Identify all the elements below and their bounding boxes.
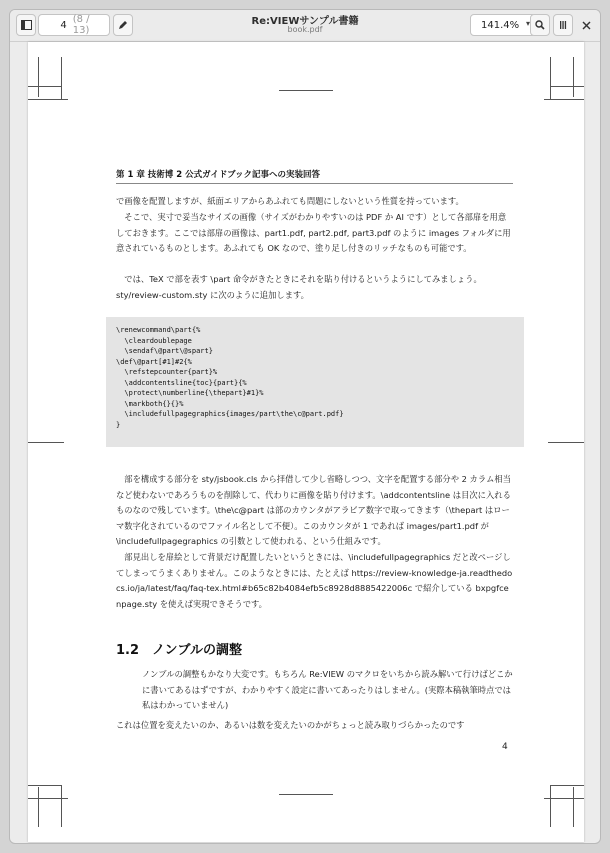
crop-mark bbox=[28, 798, 68, 799]
crop-mark bbox=[61, 785, 62, 827]
crop-mark bbox=[544, 99, 584, 100]
sidebar-toggle-button[interactable] bbox=[16, 14, 36, 36]
crop-mark bbox=[573, 787, 574, 827]
crop-mark bbox=[279, 794, 333, 795]
crop-mark bbox=[28, 86, 61, 87]
pencil-icon bbox=[118, 20, 128, 30]
crop-mark bbox=[28, 442, 64, 443]
quote-block: ノンブルの調整もかなり大変です。もちろん Re:VIEW のマクロをいちから読み解いて行けばどこかに書いてあるはずですが、わかりやすく設定に書いてあったりはしません。(実際本稿執筆時点では私はわかっていません) bbox=[142, 669, 513, 710]
paragraph-1: で画像を配置しますが、紙面エリアからあふれても問題にしないという性質を持っています。 bbox=[116, 196, 464, 206]
crop-mark bbox=[279, 90, 333, 91]
paragraph-5: 部見出しを扉絵として背景だけ配置したいというときには、\includefullpagegraphics だと改ページしてしまってうまくありません。このようなときには、たとえば https://review-knowledge-ja.readthedocs.io/ja/latest/faq/faq-tex.html#b65c82b4084efb5c8928d8885422006c で紹介している bxpgfcenpage.sty を使えば実現できそうです。 bbox=[116, 552, 513, 609]
close-icon bbox=[582, 21, 591, 30]
zoom-level: 141.4% bbox=[481, 19, 520, 31]
crop-mark bbox=[28, 785, 61, 786]
close-button[interactable] bbox=[576, 14, 596, 36]
crop-mark bbox=[38, 57, 39, 97]
crop-mark bbox=[38, 787, 39, 827]
page-count: (8 / 13) bbox=[72, 14, 90, 36]
crop-mark bbox=[61, 57, 62, 99]
crop-mark bbox=[573, 57, 574, 97]
crop-mark bbox=[550, 57, 551, 99]
annotate-button[interactable] bbox=[113, 14, 133, 36]
crop-mark bbox=[548, 442, 584, 443]
current-page[interactable]: 4 bbox=[60, 19, 67, 31]
pdf-page bbox=[28, 42, 584, 842]
crop-mark bbox=[28, 99, 68, 100]
sidebar-toggle-icon bbox=[21, 20, 32, 30]
menu-icon bbox=[558, 20, 568, 30]
crop-mark bbox=[551, 785, 584, 786]
crop-mark bbox=[550, 785, 551, 827]
section-heading: 1.2 ノンブルの調整 bbox=[116, 643, 242, 658]
paragraph-4: 部を構成する部分を sty/jsbook.cls から拝借して少し省略しつつ、文字を配置する部分や 2 カラム相当など使わないであろうものを削除して、代わりに画像を貼り付けます。\addcontentsline は目次に入れるものなので残しています。\the\c@part は部のカウンタがアラビア数字で取ってきます（\thepart はローマ数字化されているのでファイル名として不便）。このカウンタが 1 であれば images/part1.pdf が \includefullpagegraphics の引数として使われる、という仕組みです。 bbox=[116, 474, 511, 546]
search-button[interactable] bbox=[530, 14, 550, 36]
zoom-select[interactable] bbox=[470, 14, 536, 36]
window-title: Re:VIEWサンプル書籍 bbox=[251, 16, 359, 27]
paragraph-3: では、TeX で部を表す \part 命令がきたときにそれを貼り付けるというようにしてみましょう。sty/review-custom.sty に次のように追加します。 bbox=[116, 274, 482, 300]
paragraph-2: そこで、実寸で妥当なサイズの画像（サイズがわかりやすいのは PDF か AI です）として各部扉を用意しておきます。ここでは部扉の画像は、part1.pdf, part2.pdf, part3.pdf のように images フォルダに用意されているものとします。あふれても OK なので、塗り足し付きのリッチなものも可能です。 bbox=[116, 212, 511, 253]
chevron-down-icon: ▾ bbox=[525, 19, 530, 28]
document-viewer-window bbox=[9, 9, 601, 844]
header-bar bbox=[10, 10, 600, 42]
page-number: 4 bbox=[502, 742, 508, 752]
paragraph-6: これは位置を変えたいのか、あるいは数を変えたいのかがちょっと読み取りづらかったのです bbox=[116, 720, 465, 730]
code-block: \renewcommand\part{% \cleardoublepage \sendaf\@part\@spart} \def\@part[#1]#2{% \refstepcounter{part}% \addcontentsline{toc}{part}{% \protect\numberline{\thepart}#1}% \markboth{}{}% \includefullpagegraphics{images/part\the\c@part.pdf} } bbox=[106, 317, 524, 447]
window-subtitle: book.pdf bbox=[287, 25, 323, 34]
menu-button[interactable] bbox=[553, 14, 573, 36]
chapter-running-header: 第 1 章 技術博 2 公式ガイドブック記事への実装回答 bbox=[116, 168, 513, 184]
page-number-field[interactable] bbox=[38, 14, 110, 36]
crop-mark bbox=[551, 86, 584, 87]
search-icon bbox=[535, 20, 545, 30]
